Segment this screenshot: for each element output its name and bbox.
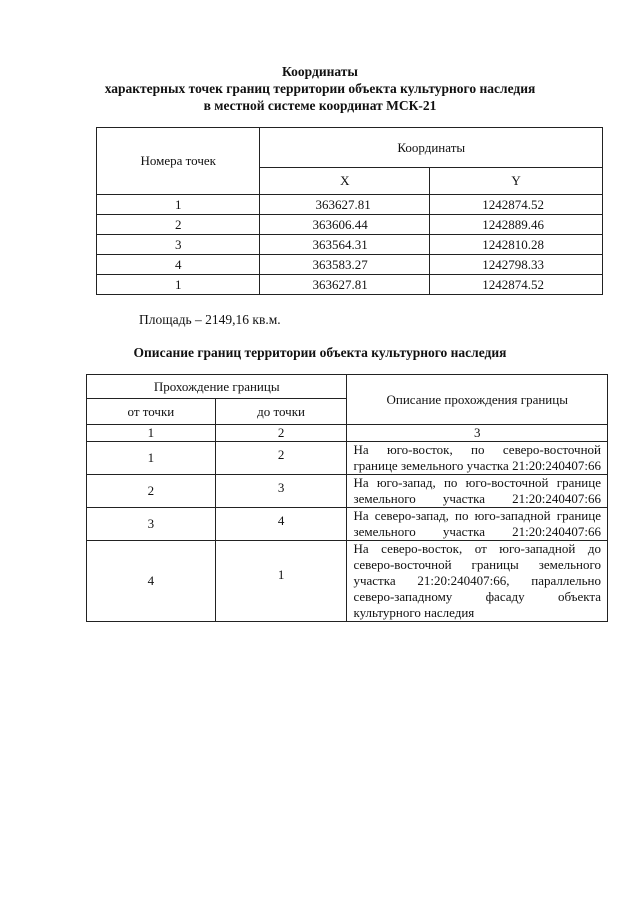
coord-x: 363606.44: [260, 215, 430, 235]
to-point: 3: [215, 475, 347, 508]
header-coordinates: Координаты: [260, 128, 603, 168]
header-point-numbers: Номера точек: [97, 128, 260, 195]
table-row: [97, 195, 603, 215]
area-text: Площадь – 2149,16 кв.м.: [139, 312, 281, 327]
header-description: Описание прохождения границы: [347, 375, 608, 425]
header-to-point: до точки: [215, 399, 347, 425]
title-line-2: характерных точек границ территории объекта культурного наследия: [104, 81, 536, 96]
section-title: Описание границ территории объекта культурного наследия: [133, 345, 507, 360]
coord-x: 363627.81: [260, 275, 430, 295]
table-row: [87, 508, 608, 541]
table-row: [87, 475, 608, 508]
coord-y: 1242810.28: [430, 235, 603, 255]
boundary-description: На северо-восток, от юго-западной до северо-восточной границы земельного участка 21:20:240407:66, параллельно северо-западному фасаду объекта культурного наследия: [347, 541, 608, 622]
coord-x: 363564.31: [260, 235, 430, 255]
table-row: [97, 275, 603, 295]
table-row: [97, 255, 603, 275]
table-row: [97, 215, 603, 235]
header-x: X: [260, 168, 430, 195]
table-row: [87, 541, 608, 622]
point-number: 1: [97, 195, 260, 215]
point-number: 2: [97, 215, 260, 235]
to-point: 2: [215, 442, 347, 475]
coord-y: 1242874.52: [430, 275, 603, 295]
title-line-3: в местной системе координат МСК-21: [203, 98, 437, 113]
from-point: 1: [87, 442, 216, 475]
title-line-1: Координаты: [282, 64, 358, 79]
column-number-1: 1: [87, 425, 216, 442]
header-passage: Прохождение границы: [87, 375, 347, 399]
header-y: Y: [430, 168, 603, 195]
coordinates-table: [96, 127, 603, 295]
to-point: 1: [215, 541, 347, 622]
header-from-point: от точки: [87, 399, 216, 425]
coord-y: 1242798.33: [430, 255, 603, 275]
coord-x: 363627.81: [260, 195, 430, 215]
coord-y: 1242874.52: [430, 195, 603, 215]
boundary-description: На юго-запад, по юго-восточной границе земельного участка 21:20:240407:66: [347, 475, 608, 508]
coord-y: 1242889.46: [430, 215, 603, 235]
from-point: 2: [87, 475, 216, 508]
column-number-3: 3: [347, 425, 608, 442]
coord-x: 363583.27: [260, 255, 430, 275]
point-number: 4: [97, 255, 260, 275]
from-point: 4: [87, 541, 216, 622]
table-row: [97, 235, 603, 255]
point-number: 1: [97, 275, 260, 295]
point-number: 3: [97, 235, 260, 255]
column-number-2: 2: [215, 425, 347, 442]
boundary-description-table: [86, 374, 608, 622]
from-point: 3: [87, 508, 216, 541]
boundary-description: На северо-запад, по юго-западной границе земельного участка 21:20:240407:66: [347, 508, 608, 541]
to-point: 4: [215, 508, 347, 541]
table-row: [87, 442, 608, 475]
boundary-description: На юго-восток, по северо-восточной границе земельного участка 21:20:240407:66: [347, 442, 608, 475]
